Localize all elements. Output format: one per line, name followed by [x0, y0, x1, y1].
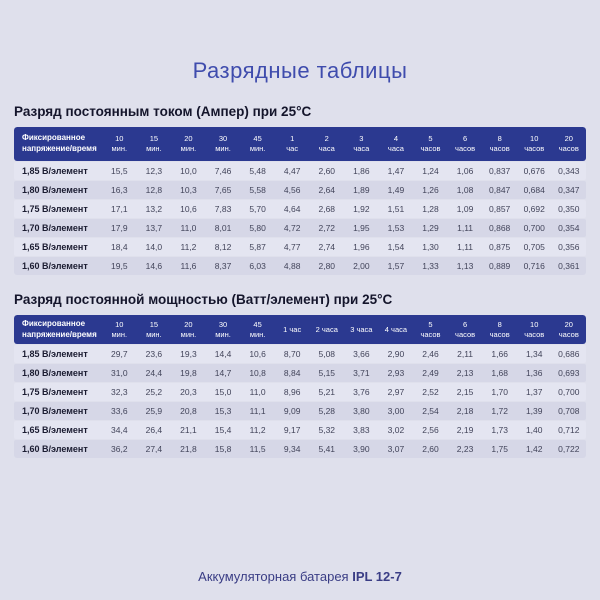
discharge-power-table [14, 315, 586, 458]
value-cell: 0,356 [558, 242, 580, 252]
section-heading-current: Разряд постоянным током (Ампер) при 25°C [14, 104, 312, 119]
value-cell: 5,32 [318, 425, 336, 435]
col-header: 2 часа [315, 324, 338, 334]
value-cell: 3,71 [353, 368, 370, 378]
value-cell: 11,0 [249, 387, 266, 397]
value-cell: 15,8 [214, 444, 232, 454]
value-cell: 6,03 [249, 261, 266, 271]
corner-header: Фиксированное напряжение/время [22, 318, 97, 339]
value-cell: 5,41 [318, 444, 336, 454]
value-cell: 5,87 [249, 242, 266, 252]
value-cell: 2,11 [457, 349, 474, 359]
value-cell: 1,26 [422, 185, 439, 195]
value-cell: 1,08 [456, 185, 474, 195]
col-header: 1 час [286, 134, 299, 153]
value-cell: 5,21 [318, 387, 336, 397]
row-label: 1,70 В/элемент [22, 406, 88, 416]
value-cell: 1,30 [422, 242, 439, 252]
value-cell: 1,53 [387, 223, 405, 233]
value-cell: 0,361 [558, 261, 580, 271]
col-header: 45 мин. [249, 319, 266, 339]
table-row [14, 383, 586, 401]
value-cell: 1,57 [387, 261, 405, 271]
value-cell: 1,49 [387, 185, 405, 195]
value-cell: 14,0 [145, 242, 163, 252]
row-label: 1,65 В/элемент [22, 425, 88, 435]
value-cell: 12,3 [145, 166, 163, 176]
value-cell: 10,0 [180, 166, 197, 176]
col-header: 3 часа [350, 324, 373, 334]
value-cell: 2,68 [318, 204, 336, 214]
value-cell: 4,72 [283, 223, 301, 233]
col-header: 5 часов [420, 134, 441, 153]
value-cell: 1,92 [353, 204, 370, 214]
value-cell: 3,66 [353, 349, 370, 359]
value-cell: 0,676 [523, 166, 545, 176]
table-row [14, 364, 586, 382]
row-label: 1,60 В/элемент [22, 444, 88, 454]
value-cell: 7,83 [214, 204, 232, 214]
value-cell: 2,52 [422, 387, 439, 397]
section-heading-power: Разряд постоянной мощностью (Ватт/элемент) при 25°C [14, 292, 393, 307]
col-header: 20 часов [558, 319, 579, 339]
value-cell: 4,64 [283, 204, 301, 214]
value-cell: 0,716 [523, 261, 545, 271]
value-cell: 1,72 [491, 406, 508, 416]
value-cell: 14,7 [214, 368, 232, 378]
col-header: 15 мин. [146, 134, 162, 153]
col-header: 6 часов [455, 134, 476, 153]
value-cell: 1,40 [525, 425, 543, 435]
footer-text: Аккумуляторная батарея [198, 569, 353, 584]
row-label: 1,85 В/элемент [22, 166, 88, 176]
table-row [14, 200, 586, 218]
value-cell: 3,80 [353, 406, 370, 416]
col-header: 10 часов [524, 319, 545, 339]
value-cell: 0,705 [523, 242, 545, 252]
page-title: Разрядные таблицы [192, 58, 408, 83]
table-row [14, 440, 586, 458]
value-cell: 0,875 [489, 242, 511, 252]
value-cell: 1,70 [491, 387, 508, 397]
value-cell: 0,868 [489, 223, 511, 233]
value-cell: 0,347 [558, 185, 580, 195]
value-cell: 1,73 [491, 425, 508, 435]
row-label: 1,70 В/элемент [22, 223, 88, 233]
value-cell: 9,34 [283, 444, 301, 454]
value-cell: 1,47 [387, 166, 405, 176]
corner-header: Фиксированное напряжение/время [22, 133, 97, 153]
value-cell: 2,90 [387, 349, 405, 359]
value-cell: 11,2 [249, 425, 266, 435]
value-cell: 36,2 [111, 444, 128, 454]
value-cell: 0,350 [558, 204, 580, 214]
value-cell: 2,60 [422, 444, 439, 454]
table-row [14, 402, 586, 420]
value-cell: 26,4 [145, 425, 163, 435]
discharge-current-table [14, 127, 586, 275]
value-cell: 2,00 [353, 261, 370, 271]
row-label: 1,75 В/элемент [22, 204, 88, 214]
value-cell: 33,6 [111, 406, 128, 416]
value-cell: 19,3 [180, 349, 197, 359]
value-cell: 1,37 [525, 387, 543, 397]
col-header: 20 мин. [180, 134, 197, 153]
col-header: 8 часов [489, 134, 510, 153]
value-cell: 15,0 [214, 387, 232, 397]
value-cell: 2,13 [456, 368, 474, 378]
value-cell: 0,700 [523, 223, 545, 233]
value-cell: 3,00 [387, 406, 405, 416]
value-cell: 15,4 [214, 425, 232, 435]
value-cell: 5,15 [318, 368, 336, 378]
value-cell: 3,90 [353, 444, 370, 454]
value-cell: 17,9 [111, 223, 128, 233]
value-cell: 1,54 [387, 242, 405, 252]
value-cell: 1,95 [353, 223, 370, 233]
value-cell: 14,4 [214, 349, 232, 359]
table-row [14, 181, 586, 199]
table-row [14, 162, 586, 180]
value-cell: 5,48 [249, 166, 266, 176]
col-header: 10 мин. [111, 134, 128, 153]
table-row [14, 219, 586, 237]
value-cell: 21,8 [180, 444, 197, 454]
value-cell: 11,1 [249, 406, 266, 416]
value-cell: 15,3 [214, 406, 232, 416]
value-cell: 2,54 [422, 406, 439, 416]
value-cell: 8,70 [283, 349, 301, 359]
value-cell: 19,8 [180, 368, 197, 378]
value-cell: 1,06 [456, 166, 474, 176]
value-cell: 29,7 [111, 349, 128, 359]
footer-model: IPL 12-7 [352, 569, 402, 584]
value-cell: 18,4 [111, 242, 128, 252]
value-cell: 8,84 [283, 368, 301, 378]
value-cell: 23,6 [145, 349, 163, 359]
value-cell: 2,49 [422, 368, 439, 378]
value-cell: 19,5 [111, 261, 128, 271]
col-header: 20 часов [558, 134, 579, 153]
value-cell: 13,2 [145, 204, 163, 214]
value-cell: 1,09 [456, 204, 474, 214]
value-cell: 5,58 [249, 185, 266, 195]
footer-battery-model [0, 569, 600, 584]
col-header: 30 мин. [215, 319, 231, 339]
value-cell: 11,0 [180, 223, 197, 233]
value-cell: 0,837 [489, 166, 511, 176]
col-header: 2 часа [318, 134, 335, 153]
col-header: 4 часа [387, 134, 404, 153]
value-cell: 5,80 [249, 223, 266, 233]
row-label: 1,80 В/элемент [22, 185, 88, 195]
table-row [14, 345, 586, 363]
value-cell: 4,77 [283, 242, 301, 252]
value-cell: 1,29 [422, 223, 439, 233]
value-cell: 0,343 [558, 166, 580, 176]
value-cell: 2,56 [422, 425, 439, 435]
value-cell: 2,80 [318, 261, 336, 271]
value-cell: 8,37 [214, 261, 232, 271]
value-cell: 0,857 [489, 204, 511, 214]
value-cell: 21,1 [180, 425, 197, 435]
table-row [14, 238, 586, 256]
value-cell: 17,1 [111, 204, 128, 214]
col-header: 5 часов [420, 319, 441, 339]
col-header: 4 часа [384, 324, 408, 334]
value-cell: 2,74 [318, 242, 336, 252]
value-cell: 34,4 [111, 425, 128, 435]
value-cell: 2,15 [456, 387, 474, 397]
value-cell: 0,686 [558, 349, 580, 359]
col-header: 3 часа [353, 134, 370, 153]
value-cell: 2,46 [422, 349, 439, 359]
value-cell: 1,11 [457, 223, 474, 233]
value-cell: 2,97 [387, 387, 405, 397]
value-cell: 1,13 [456, 261, 474, 271]
value-cell: 10,8 [249, 368, 266, 378]
value-cell: 15,5 [111, 166, 128, 176]
value-cell: 16,3 [111, 185, 128, 195]
row-label: 1,65 В/элемент [22, 242, 88, 252]
value-cell: 0,889 [489, 261, 511, 271]
value-cell: 5,70 [249, 204, 266, 214]
value-cell: 20,3 [180, 387, 197, 397]
value-cell: 1,75 [491, 444, 508, 454]
value-cell: 5,28 [318, 406, 336, 416]
value-cell: 25,2 [145, 387, 163, 397]
value-cell: 11,5 [249, 444, 266, 454]
value-cell: 4,88 [283, 261, 301, 271]
table-row [14, 421, 586, 439]
value-cell: 24,4 [145, 368, 163, 378]
col-header: 6 часов [455, 319, 476, 339]
value-cell: 2,64 [318, 185, 336, 195]
value-cell: 3,02 [387, 425, 405, 435]
value-cell: 27,4 [145, 444, 163, 454]
value-cell: 10,3 [180, 185, 197, 195]
value-cell: 32,3 [111, 387, 128, 397]
table-header-row [14, 127, 586, 161]
col-header: 15 мин. [146, 319, 162, 339]
value-cell: 8,96 [283, 387, 301, 397]
value-cell: 2,60 [318, 166, 336, 176]
value-cell: 0,708 [558, 406, 580, 416]
value-cell: 2,19 [456, 425, 474, 435]
table-row [14, 257, 586, 275]
value-cell: 2,72 [318, 223, 336, 233]
col-header: 10 мин. [111, 319, 128, 339]
value-cell: 1,66 [491, 349, 508, 359]
value-cell: 8,01 [214, 223, 232, 233]
value-cell: 12,8 [145, 185, 163, 195]
value-cell: 14,6 [145, 261, 163, 271]
value-cell: 10,6 [180, 204, 197, 214]
value-cell: 11,2 [180, 242, 197, 252]
value-cell: 0,700 [558, 387, 580, 397]
value-cell: 8,12 [214, 242, 232, 252]
value-cell: 0,693 [558, 368, 580, 378]
value-cell: 1,68 [491, 368, 508, 378]
value-cell: 0,684 [523, 185, 545, 195]
value-cell: 1,39 [525, 406, 543, 416]
value-cell: 0,712 [558, 425, 580, 435]
row-label: 1,85 В/элемент [22, 349, 88, 359]
value-cell: 2,18 [456, 406, 474, 416]
col-header: 30 мин. [215, 134, 231, 153]
value-cell: 1,33 [422, 261, 439, 271]
value-cell: 9,09 [283, 406, 301, 416]
value-cell: 0,354 [558, 223, 580, 233]
value-cell: 0,692 [523, 204, 545, 214]
col-header: 10 часов [524, 134, 545, 153]
value-cell: 1,34 [525, 349, 543, 359]
col-header: 8 часов [489, 319, 510, 339]
col-header: 20 мин. [180, 319, 197, 339]
value-cell: 1,24 [422, 166, 439, 176]
value-cell: 20,8 [180, 406, 197, 416]
value-cell: 2,93 [387, 368, 405, 378]
value-cell: 2,23 [456, 444, 474, 454]
value-cell: 1,51 [387, 204, 405, 214]
value-cell: 4,56 [283, 185, 301, 195]
value-cell: 1,28 [422, 204, 439, 214]
table-header-row [14, 315, 586, 344]
value-cell: 7,46 [214, 166, 232, 176]
value-cell: 9,17 [283, 425, 301, 435]
value-cell: 7,65 [214, 185, 232, 195]
value-cell: 1,42 [525, 444, 543, 454]
col-header: 1 час [283, 324, 302, 334]
value-cell: 1,86 [353, 166, 370, 176]
value-cell: 3,83 [353, 425, 370, 435]
col-header: 45 мин. [249, 134, 266, 153]
value-cell: 10,6 [249, 349, 266, 359]
value-cell: 0,847 [489, 185, 511, 195]
value-cell: 3,07 [387, 444, 405, 454]
value-cell: 1,89 [353, 185, 370, 195]
row-label: 1,60 В/элемент [22, 261, 88, 271]
value-cell: 13,7 [145, 223, 163, 233]
value-cell: 3,76 [353, 387, 370, 397]
value-cell: 11,6 [180, 261, 197, 271]
value-cell: 1,36 [525, 368, 543, 378]
value-cell: 31,0 [111, 368, 128, 378]
value-cell: 0,722 [558, 444, 580, 454]
row-label: 1,75 В/элемент [22, 387, 88, 397]
value-cell: 25,9 [145, 406, 163, 416]
value-cell: 1,11 [457, 242, 474, 252]
value-cell: 1,96 [353, 242, 370, 252]
value-cell: 5,08 [318, 349, 336, 359]
value-cell: 4,47 [283, 166, 301, 176]
row-label: 1,80 В/элемент [22, 368, 88, 378]
